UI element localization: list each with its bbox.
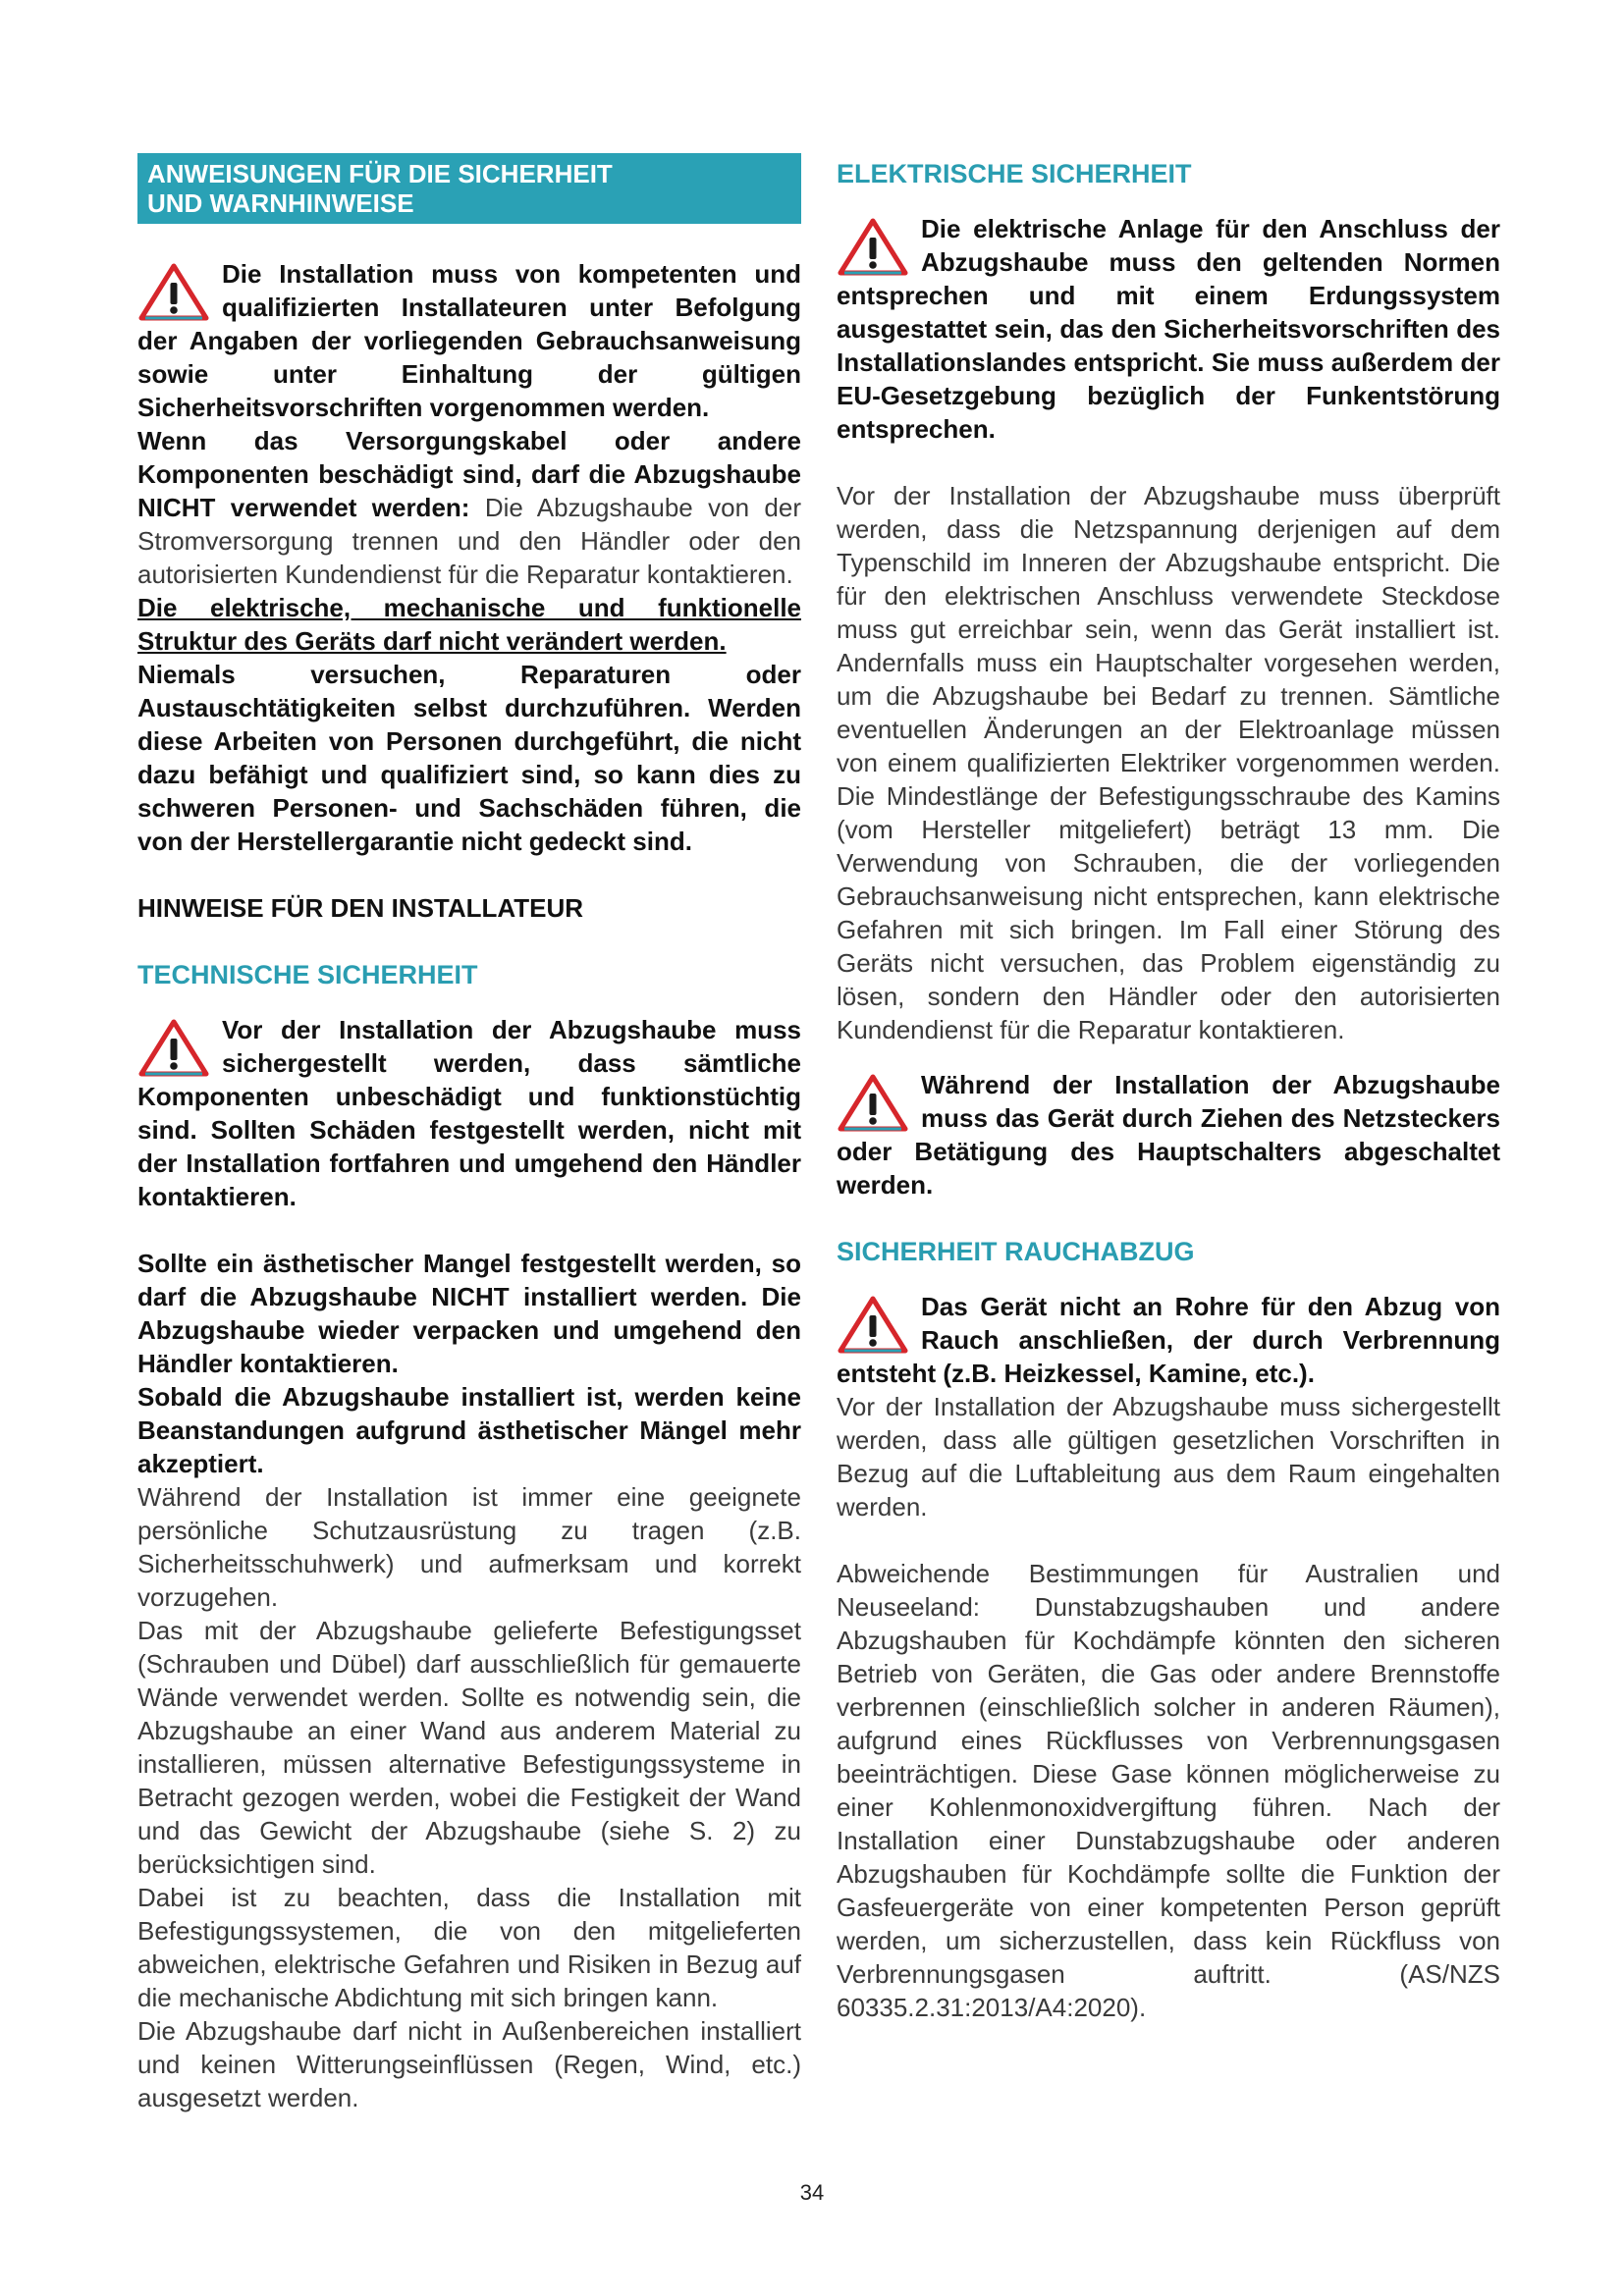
page-number: 34 (799, 2180, 825, 2205)
warning-triangle-icon (137, 1017, 210, 1078)
elec-safety-title: ELEKTRISCHE SICHERHEIT (837, 159, 1192, 188)
safety-heading (137, 153, 801, 224)
repair-notice: Niemals versuchen, Reparaturen oder Austauschtätigkeiten selbst durchzuführen. Werden diese Arbeiten von Personen durchgeführt, die nicht dazu befähigt und qualifiziert sind, so kann dies zu schweren Personen- und Sachschäden führen, die von der Herstellergarantie nicht gedeckt sind. (137, 660, 801, 856)
aesthetic-notice: Sollte ein ästhetischer Mangel festgestellt werden, so darf die Abzugshaube NICHT installiert werden. Die Abzugshaube wieder verpacken und umgehend den Händler kontaktieren. (137, 1249, 801, 1378)
australia-paragraph: Abweichende Bestimmungen für Australien und Neuseeland: Dunstabzugshauben und andere Abzugshauben für Kochdämpfe könnten den sicheren Betrieb von Geräten, die Gas oder andere Brennstoffe verbrennen (einschließlich solcher in anderen Räumen), aufgrund eines Rückflusses von Verbrennungsgasen beeinträchtigen. Diese Gase können möglicherweise zu einer Kohlenmonoxidvergiftung führen. Nach der Installation einer Dunstabzugshaube oder anderen Abzugshauben für Kochdämpfe sollte die Funktion der Gasfeuergeräte von einer kompetenten Person geprüft werden, um sicherzustellen, dass kein Rückfluss von Verbrennungsgasen auftritt. (AS/NZS 60335.2.31:2013/A4:2020). (837, 1559, 1500, 2022)
cable-light: Die Abzugshaube von der Stromversorgung trennen und den Händler oder den autorisierten Kundendienst für die Reparatur kontaktieren. (137, 493, 801, 589)
right-column (837, 153, 1500, 2024)
warning-tech-block (137, 1013, 801, 1213)
warning-triangle-icon (837, 1072, 909, 1133)
cable-bold: Wenn das Versorgungskabel oder andere Komponenten beschädigt sind, darf die Abzugshaube NICHT verwendet werden: (137, 426, 801, 522)
warning-triangle-icon (837, 1294, 909, 1355)
cable-paragraph (137, 424, 801, 591)
complaints-notice: Sobald die Abzugshaube installiert ist, werden keine Beanstandungen aufgrund ästhetischer Mängel mehr akzeptiert. (137, 1382, 801, 1478)
warning-elec-text: Die elektrische Anlage für den Anschluss der Abzugshaube muss den geltenden Normen entsprechen und mit einem Erdungssystem ausgestattet sein, das den Sicherheitsvorschriften des Installationslandes entspricht. Sie muss außerdem der EU-Gesetzgebung bezüglich der Funkentstörung entsprechen. (837, 214, 1500, 444)
warning-switch-block (837, 1068, 1500, 1201)
safety-heading-line-1: ANWEISUNGEN FÜR DIE SICHERHEIT (147, 159, 613, 188)
outdoor-paragraph: Die Abzugshaube darf nicht in Außenbereichen installiert und keinen Witterungseinflüssen (Regen, Wind, etc.) ausgesetzt werden. (137, 2016, 801, 2112)
safety-heading-line-2: UND WARNHINWEISE (147, 188, 414, 218)
warning-elec-block (837, 212, 1500, 446)
exhaust-paragraph: Vor der Installation der Abzugshaube muss sichergestellt werden, dass alle gültigen gesetzlichen Vorschriften in Bezug auf die Luftableitung aus dem Raum eingehalten werden. (837, 1392, 1500, 1522)
warning-smoke-text: Das Gerät nicht an Rohre für den Abzug von Rauch anschließen, der durch Verbrennung entsteht (z.B. Heizkessel, Kamine, etc.). (837, 1292, 1500, 1388)
structure-notice: Die elektrische, mechanische und funktionelle Struktur des Geräts darf nicht verändert werden. (137, 593, 801, 656)
installer-title: HINWEISE FÜR DEN INSTALLATEUR (137, 893, 584, 923)
left-column (137, 153, 801, 2114)
warning-smoke-block (837, 1290, 1500, 1390)
warning-switch-text: Während der Installation der Abzugshaube muss das Gerät durch Ziehen des Netzsteckers oder Betätigung des Hauptschalters abgeschaltet werden. (837, 1070, 1500, 1200)
ppe-paragraph: Während der Installation ist immer eine geeignete persönliche Schutzausrüstung zu tragen (z.B. Sicherheitsschuhwerk) und aufmerksam und korrekt vorzugehen. (137, 1482, 801, 1612)
warning-install-block (137, 257, 801, 424)
other-systems-paragraph: Dabei ist zu beachten, dass die Installation mit Befestigungssystemen, die von den mitgelieferten abweichen, elektrische Gefahren und Risiken in Bezug auf die mechanische Abdichtung mit sich bringen kann. (137, 1883, 801, 2012)
warning-install-text: Die Installation muss von kompetenten und qualifizierten Installateuren unter Befolgung der Angaben der vorliegenden Gebrauchsanweisung sowie unter Einhaltung der gültigen Sicherheitsvorschriften vorgenommen werden. (137, 259, 801, 422)
voltage-paragraph: Vor der Installation der Abzugshaube muss überprüft werden, dass die Netzspannung derjenigen auf dem Typenschild im Inneren der Abzugshaube entspricht. Die für den elektrischen Anschluss verwendete Steckdose muss gut erreichbar sein, wenn das Gerät installiert ist. Andernfalls muss ein Hauptschalter vorgesehen werden, um die Abzugshaube bei Bedarf zu trennen. Sämtliche eventuellen Änderungen an der Elektroanlage müssen von einem qualifizierten Elektriker vorgenommen werden. Die Mindestlänge der Befestigungsschraube des Kamins (vom Hersteller mitgeliefert) beträgt 13 mm. Die Verwendung von Schrauben, die der vorliegenden Gebrauchsanweisung nicht entsprechen, kann elektrische Gefahren mit sich bringen. Im Fall einer Störung des Geräts nicht versuchen, das Problem eigenständig zu lösen, sondern den Händler oder den autorisierten Kundendienst für die Reparatur kontaktieren. (837, 481, 1500, 1044)
warning-triangle-icon (137, 261, 210, 322)
warning-triangle-icon (837, 216, 909, 277)
fixing-paragraph: Das mit der Abzugshaube gelieferte Befestigungsset (Schrauben und Dübel) darf ausschließlich für gemauerte Wände verwendet werden. Sollte es notwendig sein, die Abzugshaube an einer Wand aus anderem Material zu installieren, müssen alternative Befestigungssysteme in Betracht gezogen werden, wobei die Festigkeit der Wand und das Gewicht der Abzugshaube (siehe S. 2) zu berücksichtigen sind. (137, 1616, 801, 1879)
tech-safety-title: TECHNISCHE SICHERHEIT (137, 960, 478, 989)
smoke-safety-title: SICHERHEIT RAUCHABZUG (837, 1237, 1195, 1266)
warning-tech-text: Vor der Installation der Abzugshaube muss sichergestellt werden, dass sämtliche Komponenten unbeschädigt und funktionstüchtig sind. Sollten Schäden festgestellt werden, nicht mit der Installation fortfahren und umgehend den Händler kontaktieren. (137, 1015, 801, 1211)
